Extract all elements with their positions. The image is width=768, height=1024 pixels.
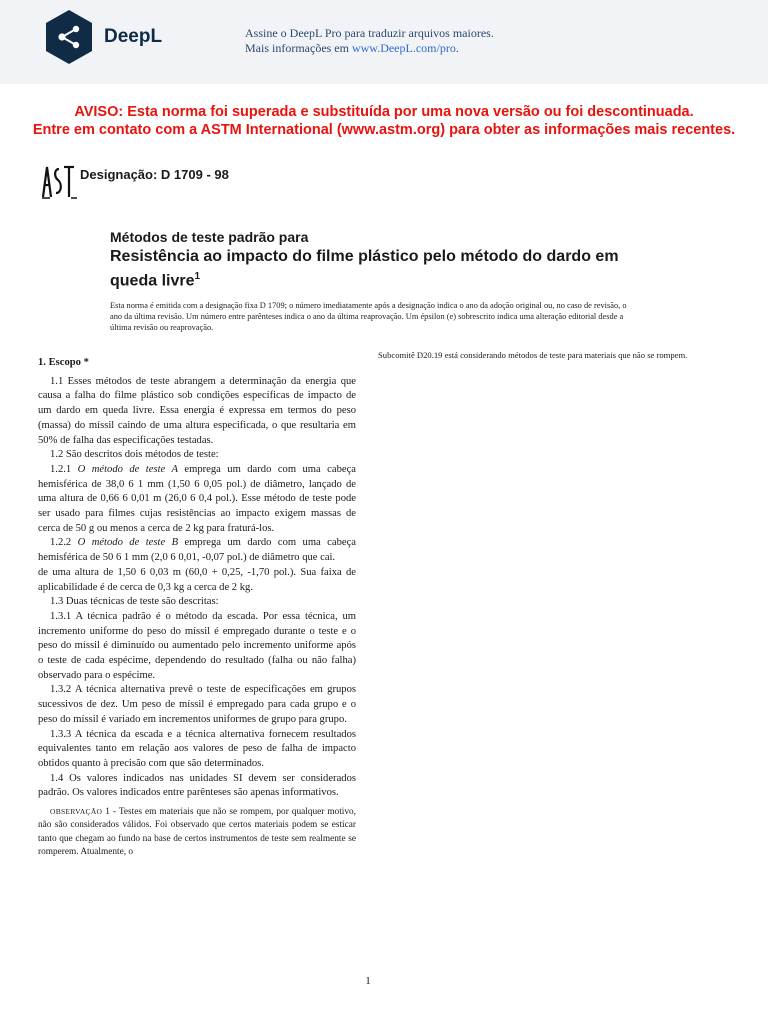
- deepl-pro-link[interactable]: www.DeepL.com/pro: [351, 41, 456, 55]
- promo-line-1: Assine o DeepL Pro para traduzir arquivos maiores.: [245, 26, 494, 40]
- paragraph-1-3: 1.3 Duas técnicas de teste são descritas:: [50, 596, 219, 608]
- promo-suffix: .: [455, 41, 459, 55]
- page-number: 1: [365, 975, 371, 987]
- paragraph-1-4: 1.4 Os valores indicados nas unidades SI devem ser considerados padrão. Os valores indicados entre parênteses são apenas informativos.: [38, 772, 356, 799]
- promo-prefix: Mais informações em: [245, 41, 352, 55]
- note-label: OBSERVAÇÃO: [50, 807, 103, 817]
- superseded-notice: [30, 103, 738, 139]
- designation-label: Designação: D 1709 - 98: [80, 167, 229, 182]
- note-1: [38, 805, 356, 859]
- paragraph-number: 1.2.2: [50, 537, 78, 549]
- right-column-text: Subcomitê D20.19 está considerando métodos de teste para materiais que não se rompem.: [378, 350, 688, 360]
- paragraph-text: emprega um dardo com uma cabeça hemisférica de 38,0 6 1 mm (1,50 6 0,05 pol.) de diâmetro, lançado de uma altura de 0,66 6 0,01 m (26,0 6 0,4 pol.). Esse método de teste pode ser usado para filmes cujas resistências ao impacto exigem massas de cerca de 50 g ou menos a cerca de 2 kg para fraturá-los.: [38, 463, 356, 534]
- paragraph-1-3-2: 1.3.2 A técnica alternativa prevê o teste de especificações em grupos sucessivos de dez. Um peso de míssil é empregado para cada grupo e o peso do míssil é variado em incrementos uniformes de grupo para grupo.: [38, 684, 356, 725]
- deepl-banner: [0, 0, 768, 84]
- notice-line-1: AVISO: Esta norma foi superada e substituída por uma nova versão ou foi descontinuada.: [74, 104, 694, 120]
- left-column: [38, 356, 356, 859]
- paragraph-1-2: 1.2 São descritos dois métodos de teste:: [50, 449, 219, 461]
- paragraph-1-3-3: 1.3.3 A técnica da escada e a técnica alternativa fornecem resultados equivalentes tanto em relação aos valores de peso de falha de impacto obtidos quanto à precisão com que são determinados.: [38, 728, 356, 769]
- document-title: [110, 247, 670, 291]
- title-footnote-mark: 1: [194, 271, 201, 282]
- paragraph-1-1: 1.1 Esses métodos de teste abrangem a determinação da energia que causa a falha do filme plástico sob condições específicas de impacto de um dardo em queda livre. Essa energia é expressa em termos do peso (massa) do míssil caindo de uma altura especificada, o que resultaria em 50% de falha das especificações testadas.: [38, 375, 356, 446]
- standard-intro-note: Esta norma é emitida com a designação fixa D 1709; o número imediatamente após a designação indica o ano da adoção original ou, no caso de revisão, o ano da última revisão. Um número entre parênteses indica o ano da última reaprovação. Um épsilon (e) sobrescrito indica uma alteração editorial desde a última revisão ou reaprovação.: [110, 301, 627, 332]
- deepl-logo-icon[interactable]: [44, 9, 94, 65]
- document-title-text: Resistência ao impacto do filme plástico pelo método do dardo em queda livre: [110, 248, 619, 290]
- paragraph-1-2-1: [38, 463, 356, 537]
- deepl-brand-name[interactable]: DeepL: [104, 26, 163, 47]
- section-heading: 1. Escopo *: [38, 357, 89, 368]
- method-a-label: O método de teste A: [77, 463, 178, 475]
- paragraph-number: 1.2.1: [50, 463, 78, 475]
- method-b-label: O método de teste B: [77, 537, 179, 549]
- document-subtitle: Métodos de teste padrão para: [110, 229, 309, 245]
- paragraph-1-2-2: [38, 536, 356, 565]
- promo-text: [245, 26, 494, 56]
- paragraph-1-3-1: 1.3.1 A técnica padrão é o método da escada. Por essa técnica, um incremento uniforme do peso do míssil é empregado durante o teste e o peso do míssil é diminuído ou aumentado pelo incremento uniforme após o teste de cada espécime, dependendo do resultado (falha ou não falha) observado para o espécime.: [38, 610, 356, 681]
- paragraph-1-2-2-continued: de uma altura de 1,50 6 0,03 m (60,0 + 0,25, -1,70 pol.). Sua faixa de aplicabilidade é de cerca de 0,3 kg a cerca de 2 kg.: [38, 566, 356, 593]
- notice-line-2: Entre em contato com a ASTM International (www.astm.org) para obter as informações mais recentes.: [32, 122, 736, 138]
- note-text: 1 - Testes em materiais que não se rompem, por qualquer motivo, não são considerados válidos. Foi observado que certos materiais podem se esticar tanto que chegam ao fundo na base de certos instrumentos de teste sem realmente se romperem. Atualmente, o: [38, 807, 356, 857]
- astm-logo-icon: [40, 163, 78, 199]
- promo-line-2: [245, 41, 494, 56]
- paragraph-text: emprega um dardo com uma cabeça hemisférica de 50 6 1 mm (2,0 6 0,01, -0,07 pol.) de diâmetro que cai.: [38, 537, 356, 564]
